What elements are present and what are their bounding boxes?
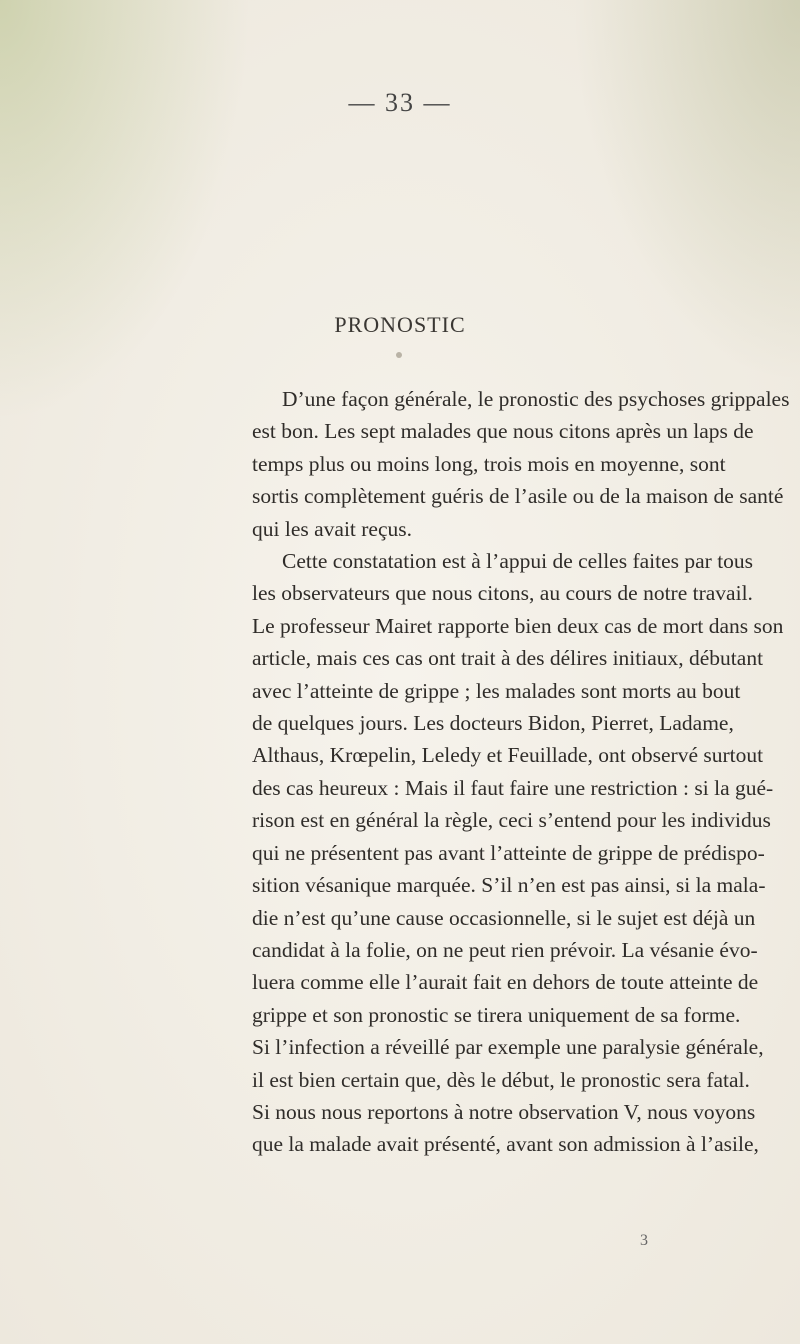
text-line: article, mais ces cas ont trait à des délires initiaux, débutant: [252, 646, 764, 671]
text-line: Le professeur Mairet rapporte bien deux cas de mort dans son: [252, 613, 784, 638]
page-number: — 33 —: [348, 88, 452, 117]
text-line: grippe et son pronostic se tirera uniquement de sa forme.: [252, 1002, 741, 1027]
chapter-title: PRONOSTIC: [334, 312, 466, 337]
text-line: que la malade avait présenté, avant son admission à l’asile,: [252, 1132, 759, 1157]
text-line: est bon. Les sept malades que nous citons après un laps de: [252, 419, 754, 444]
text-line: de quelques jours. Les docteurs Bidon, Pierret, Ladame,: [252, 711, 734, 736]
text-line: Si nous nous reportons à notre observation V, nous voyons: [252, 1099, 756, 1124]
text-line: luera comme elle l’aurait fait en dehors de toute atteinte de: [252, 970, 759, 995]
text-line: sition vésanique marquée. S’il n’en est pas ainsi, si la mala-: [252, 873, 766, 898]
text-line: Si l’infection a réveillé par exemple une paralysie générale,: [252, 1035, 764, 1060]
body-text: [252, 383, 790, 1161]
text-line: candidat à la folie, on ne peut rien prévoir. La vésanie évo-: [252, 937, 758, 962]
text-line: avec l’atteinte de grippe ; les malades sont morts au bout: [252, 678, 741, 703]
text-line: sortis complètement guéris de l’asile ou de la maison de santé: [252, 484, 784, 509]
text-line: rison est en général la règle, ceci s’entend pour les individus: [252, 808, 771, 833]
text-line: temps plus ou moins long, trois mois en moyenne, sont: [252, 451, 726, 476]
text-line: die n’est qu’une cause occasionnelle, si le sujet est déjà un: [252, 905, 756, 930]
text-line: les observateurs que nous citons, au cours de notre travail.: [252, 581, 753, 606]
text-line: qui les avait reçus.: [252, 516, 413, 541]
text-line: il est bien certain que, dès le début, le pronostic sera fatal.: [252, 1067, 750, 1092]
text-line: Althaus, Krœpelin, Leledy et Feuillade, ont observé surtout: [252, 743, 764, 768]
ornament-dot: [396, 352, 402, 358]
text-line: qui ne présentent pas avant l’atteinte de grippe de prédispo-: [252, 840, 765, 865]
text-line: D’une façon générale, le pronostic des psychoses grippales: [282, 387, 790, 411]
text-line: Cette constatation est à l’appui de celles faites par tous: [282, 549, 754, 574]
text-line: des cas heureux : Mais il faut faire une restriction : si la gué-: [252, 775, 774, 800]
signature-mark: 3: [640, 1232, 648, 1249]
